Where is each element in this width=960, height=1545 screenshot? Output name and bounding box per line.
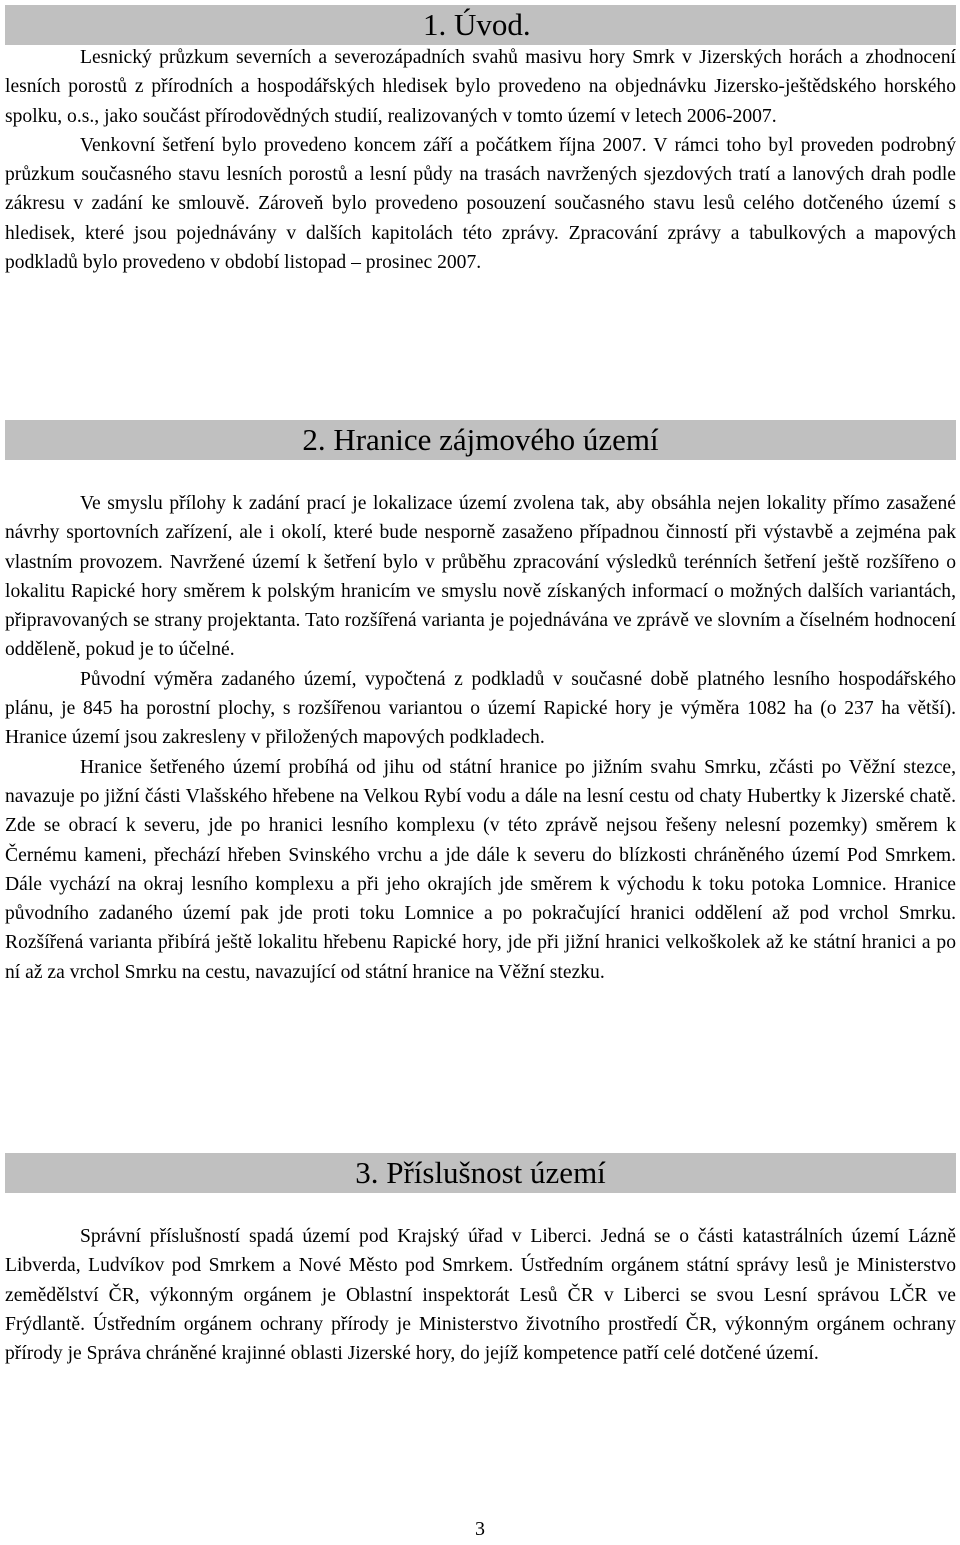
paragraph: Původní výměra zadaného území, vypočtená z podkladů v současné době platného lesního hospodářského plánu, je 845 ha porostní plochy, s rozšířenou variantou o území Rapické hory je výměra 1082 ha (o 237 ha větší). Hranice území jsou zakresleny v přiložených mapových podkladech.	[5, 668, 956, 749]
section-3-body	[5, 1222, 956, 1368]
section-2-heading: 2. Hranice zájmového území	[5, 420, 956, 460]
paragraph: Ve smyslu přílohy k zadání prací je lokalizace území zvolena tak, aby obsáhla nejen lokality přímo zasažené návrhy sportovních zařízení, ale i okolí, které bude nesporně zasaženo případnou činností při výstavbě a zejména pak vlastním provozem. Navržené území k šetření bylo v průběhu zpracování výsledků terénních šetření ještě rozšířeno o lokalitu Rapické hory směrem k polským hranicím ve smyslu nově získaných informací o možných dalších variantách, připravovaných se strany projektanta. Tato rozšířená varianta je pojednávána ve zprávě ve slovním a číselném hodnocení odděleně, pokud je to účelné.	[5, 493, 956, 661]
section-3-heading: 3. Příslušnost území	[5, 1153, 956, 1193]
paragraph: Hranice šetřeného území probíhá od jihu od státní hranice po jižním svahu Smrku, zčásti po Věžní stezce, navazuje po jižní části Vlašského hřebene na Velkou Rybí vodu a dále na lesní cestu od chaty Hubertky k Jizerské chatě. Zde se obrací k severu, jde po hranici lesního komplexu (v této zprávě nejsou řešeny nelesní pozemky) směrem k Černému kameni, přechází hřeben Svinského vrchu a jde dále k severu do blízkosti chráněného území Pod Smrkem. Dále vychází na okraj lesního komplexu a při jeho okrajích jde směrem k východu k toku potoka Lomnice. Hranice původního zadaného území pak jde proti toku Lomnice a po pokračující hranici oddělení až pod vrchol Smrku. Rozšířená varianta přibírá ještě lokalitu hřebenu Rapické hory, jde při jižní hranici velkoškolek až ke státní hranici a po ní až za vrchol Smrku na cestu, navazující od státní hranice na Věžní stezku.	[5, 756, 956, 983]
paragraph: Venkovní šetření bylo provedeno koncem září a počátkem října 2007. V rámci toho byl proveden podrobný průzkum současného stavu lesních porostů a lesní půdy na trasách navržených sjezdových tratí a lanových drah podle zákresu v zadání ke smlouvě. Zároveň bylo provedeno posouzení současného stavu lesů celého dotčeného území s hledisek, které jsou pojednávány v dalších kapitolách této zprávy. Zpracování zprávy a tabulkových a mapových podkladů bylo provedeno v období listopad – prosinec 2007.	[5, 134, 956, 274]
section-2-body	[5, 489, 956, 987]
section-1-body	[5, 43, 956, 277]
paragraph: Správní příslušností spadá území pod Krajský úřad v Liberci. Jedná se o části katastrálních území Lázně Libverda, Ludvíkov pod Smrkem a Nové Město pod Smrkem. Ústředním orgánem státní správy lesů je Ministerstvo zemědělství ČR, výkonným orgánem je Oblastní inspektorát Lesů ČR v Liberci se svou Lesní správou LČR ve Frýdlantě. Ústředním orgánem ochrany přírody je Ministerstvo životního prostředí ČR, výkonným orgánem ochrany přírody je Správa chráněné krajinné oblasti Jizerské hory, do jejíž kompetence patří celé dotčené území.	[5, 1226, 956, 1365]
paragraph: Lesnický průzkum severních a severozápadních svahů masivu hory Smrk v Jizerských horách a zhodnocení lesních porostů z přírodních a hospodářských hledisek bylo provedeno na objednávku Jizersko-ještědského horského spolku, o.s., jako součást přírodovědných studií, realizovaných v tomto území v letech 2006-2007.	[5, 47, 956, 127]
section-1-heading: 1. Úvod.	[5, 5, 956, 45]
page-number: 3	[475, 1518, 485, 1540]
